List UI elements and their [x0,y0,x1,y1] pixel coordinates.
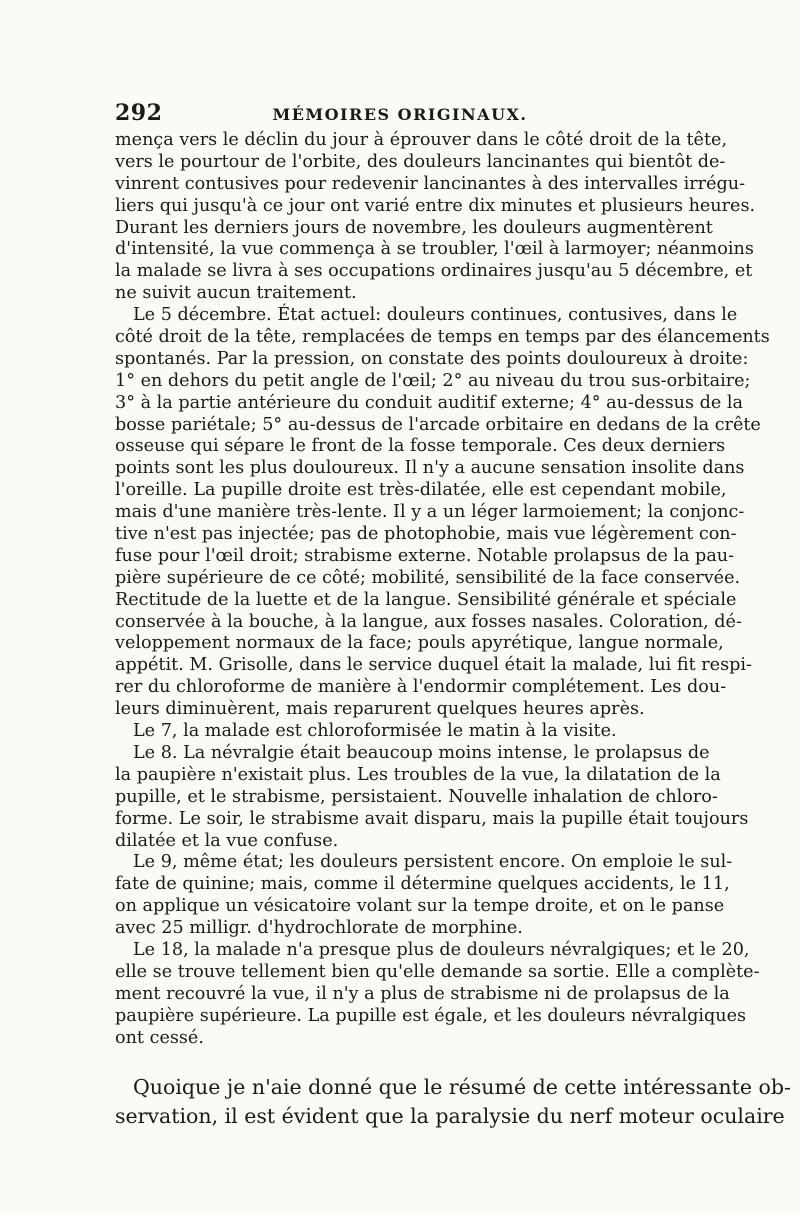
text-line: osseuse qui sépare le front de la fosse temporale. Ces deux derniers [115,436,726,457]
text-line: Le 7, la malade est chloroformisée le matin à la visite. [133,721,617,742]
text-line: Le 18, la malade n'a presque plus de douleurs névralgiques; et le 20, [133,939,750,960]
text-line: liers qui jusqu'à ce jour ont varié entre dix minutes et plusieurs heures. [115,195,756,216]
paragraph-container [115,130,770,1049]
final-paragraph [115,1073,791,1131]
text-line: Durant les derniers jours de novembre, les douleurs augmentèrent [115,217,713,238]
text-line: mais d'une manière très-lente. Il y a un léger larmoiement; la conjonc- [115,502,745,523]
text-line: la paupière n'existait plus. Les troubles de la vue, la dilatation de la [115,764,721,785]
text-line: côté droit de la tête, remplacées de temps en temps par des élancements [115,327,770,348]
body-text [115,130,791,1131]
text-line: leurs diminuèrent, mais reparurent quelques heures après. [115,699,645,720]
text-line: la malade se livra à ses occupations ordinaires jusqu'au 5 décembre, et [115,261,753,282]
text-line: fate de quinine; mais, comme il détermine quelques accidents, le 11, [115,874,730,895]
text-line: Le 9, même état; les douleurs persistent encore. On emploie le sul- [133,852,733,873]
text-line: paupière supérieure. La pupille est égale, et les douleurs névralgiques [115,1005,747,1026]
paragraph [115,130,756,305]
text-line: rer du chloroforme de manière à l'endormir complétement. Les dou- [115,677,727,698]
text-line: dilatée et la vue confuse. [115,830,339,851]
text-line: l'oreille. La pupille droite est très-dilatée, elle est cependant mobile, [115,480,727,501]
text-line: ment recouvré la vue, il n'y a plus de strabisme ni de prolapsus de la [115,983,730,1004]
text-line: veloppement normaux de la face; pouls apyrétique, langue normale, [115,633,724,654]
paragraph [115,305,770,721]
paragraph [115,721,685,743]
text-line: points sont les plus douloureux. Il n'y a aucune sensation insolite dans [115,458,745,479]
text-line: appétit. M. Grisolle, dans le service duquel était la malade, lui fit respi- [115,655,752,676]
text-line: 1° en dehors du petit angle de l'œil; 2° au niveau du trou sus-orbitaire; [115,370,751,391]
text-line: ont cessé. [115,1027,204,1048]
text-line: spontanés. Par la pression, on constate des points douloureux à droite: [115,348,749,369]
text-line: forme. Le soir, le strabisme avait disparu, mais la pupille était toujours [115,808,749,829]
text-line: tive n'est pas injectée; pas de photophobie, mais vue légèrement con- [115,524,737,545]
text-line: Quoique je n'aie donné que le résumé de cette intéressante ob- [133,1075,791,1100]
text-line: fuse pour l'œil droit; strabisme externe. Notable prolapsus de la pau- [115,545,735,566]
paragraph [115,742,749,852]
text-line: elle se trouve tellement bien qu'elle demande sa sortie. Elle a complète- [115,961,760,982]
text-line: pière supérieure de ce côté; mobilité, sensibilité de la face conservée. [115,567,741,588]
text-line: Le 5 décembre. État actuel: douleurs continues, contusives, dans le [133,305,738,326]
text-line: conservée à la bouche, à la langue, aux fosses nasales. Coloration, dé- [115,611,742,632]
paragraph [115,852,733,940]
text-line: 3° à la partie antérieure du conduit auditif externe; 4° au-dessus de la [115,392,743,413]
page-header [115,100,685,130]
text-line: vinrent contusives pour redevenir lancinantes à des intervalles irrégu- [115,173,746,194]
text-line: vers le pourtour de l'orbite, des douleurs lancinantes qui bientôt de- [115,151,726,172]
text-line: pupille, et le strabisme, persistaient. Nouvelle inhalation de chloro- [115,786,718,807]
text-line: ne suivit aucun traitement. [115,283,357,304]
text-line: mença vers le déclin du jour à éprouver dans le côté droit de la tête, [115,130,728,150]
text-line: servation, il est évident que la paralysie du nerf moteur oculaire [115,1104,785,1129]
text-line: bosse pariétale; 5° au-dessus de l'arcade orbitaire en dedans de la crête [115,414,761,435]
text-line: avec 25 milligr. d'hydrochlorate de morphine. [115,918,523,939]
text-line: d'intensité, la vue commença à se troubler, l'œil à larmoyer; néanmoins [115,239,754,260]
section-gap [115,1049,685,1073]
text-line: Rectitude de la luette et de la langue. Sensibilité générale et spéciale [115,589,737,610]
running-head: MÉMOIRES ORIGINAUX. [272,105,528,124]
text-line: Le 8. La névralgie était beaucoup moins intense, le prolapsus de [133,742,710,763]
page-number: 292 [115,100,163,126]
paragraph [115,939,760,1049]
text-line: on applique un vésicatoire volant sur la tempe droite, et on le panse [115,896,725,917]
